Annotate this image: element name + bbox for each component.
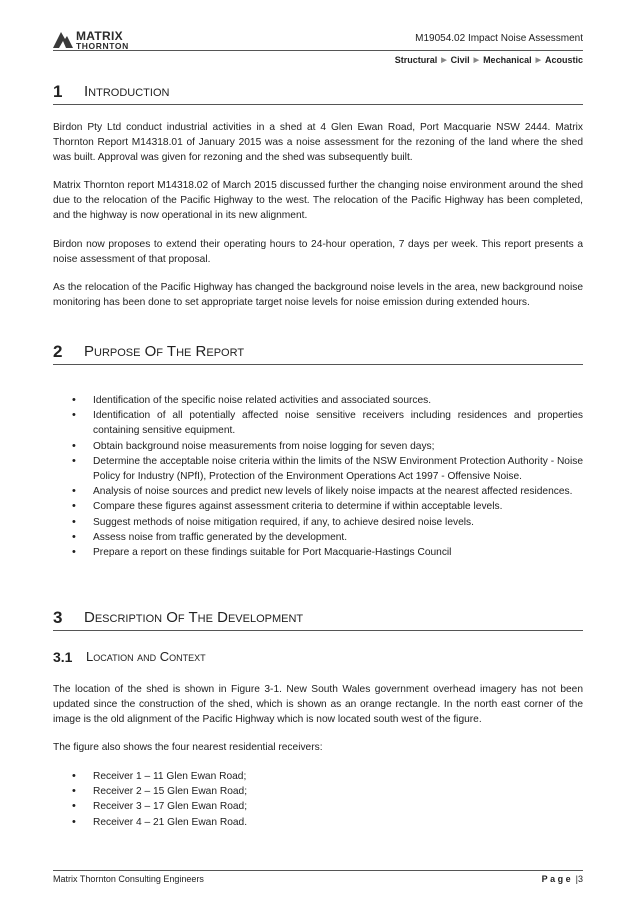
page-label: Page [541,874,574,884]
triangle-right-icon: ▶ [535,57,541,64]
receiver-bullet-list [53,769,583,830]
list-item: • Identification of the specific noise related activities and associated sources. [53,393,583,408]
list-item: • Prepare a report on these findings suitable for Port Macquarie-Hastings Council [53,545,583,560]
section-number: 2 [53,342,63,361]
footer-divider [53,870,583,871]
list-item: • Suggest methods of noise mitigation required, if any, to achieve desired noise levels. [53,515,583,530]
logo-text-thornton: THORNTON [76,41,129,51]
list-item: • Receiver 3 – 17 Glen Ewan Road; [53,799,583,814]
list-item: • Assess noise from traffic generated by the development. [53,530,583,545]
discipline-structural: Structural [394,55,438,65]
location-paragraph-1: The location of the shed is shown in Figure 3-1. New South Wales government overhead imagery has not been updated since the construction of the shed, which is shown as an orange rectangle. In the north east corner of the image is the old alignment of the Pacific Highway which is now located south west of the figure. [53,684,583,725]
discipline-mechanical: Mechanical [483,55,532,65]
section-title: Description Of The Development [84,609,304,626]
list-item: • Receiver 4 – 21 Glen Ewan Road. [53,815,583,830]
section-title: Purpose Of The Report [84,343,245,360]
discipline-civil: Civil [450,55,470,65]
logo-text-matrix: MATRIX [76,29,123,43]
list-item: • Analysis of noise sources and predict new levels of likely noise impacts at the nearest affected residences. [53,484,583,499]
section-number: 3 [53,608,63,627]
section-2-heading [53,342,583,365]
list-item: • Receiver 1 – 11 Glen Ewan Road; [53,769,583,784]
footer-company: Matrix Thornton Consulting Engineers [53,874,204,884]
intro-paragraph-1: Birdon Pty Ltd conduct industrial activities in a shed at 4 Glen Ewan Road, Port Macquarie NSW 2444. Matrix Thornton Report M14318.01 of January 2015 was a noise assessment for the rezoning of the land where the shed was built. Approval was given for rezoning and the shed was subsequently built. [53,122,583,163]
location-paragraph-2: The figure also shows the four nearest residential receivers: [53,742,323,753]
page-number: 3 [577,874,583,884]
list-item: • Obtain background noise measurements from noise logging for seven days; [53,439,583,454]
page-indicator [542,874,583,884]
section-1-heading [53,82,583,105]
discipline-acoustic: Acoustic [544,55,583,65]
section-3-heading [53,608,583,631]
subsection-title: Location and Context [86,649,206,664]
intro-paragraph-3: Birdon now proposes to extend their operating hours to 24-hour operation, 7 days per week. This report presents a noise assessment of that proposal. [53,239,583,265]
list-item: • Identification of all potentially affected noise sensitive receivers including residences and properties containing sensitive equipment. [53,408,583,438]
purpose-bullet-list [53,393,583,560]
document-reference: M19054.02 Impact Noise Assessment [415,33,583,44]
list-item: • Compare these figures against assessment criteria to determine if within acceptable levels. [53,499,583,514]
header-divider [53,50,583,51]
discipline-list [395,55,583,65]
triangle-right-icon: ▶ [473,57,480,64]
section-number: 1 [53,82,63,101]
list-item: • Determine the acceptable noise criteria within the limits of the NSW Environment Protection Authority - Noise Policy for Industry (NPfI), Protection of the Environment Operations Act 1997 - Offensive Noise. [53,454,583,484]
page-separator: | [575,874,578,884]
logo-mountain-icon [53,30,73,48]
intro-paragraph-4: As the relocation of the Pacific Highway has changed the background noise levels in the area, new background noise monitoring has been done to set appropriate target noise levels for noise emission during extended hours. [53,282,583,308]
list-item: • Receiver 2 – 15 Glen Ewan Road; [53,784,583,799]
triangle-right-icon: ▶ [441,57,447,64]
section-title: Introduction [84,83,170,100]
subsection-number: 3.1 [53,649,73,665]
intro-paragraph-2: Matrix Thornton report M14318.02 of March 2015 discussed further the changing noise environment around the shed due to the relocation of the Pacific Highway to the west. The relocation of the Pacific Highway has been completed, and the highway is now operational in its new alignment. [53,180,583,221]
